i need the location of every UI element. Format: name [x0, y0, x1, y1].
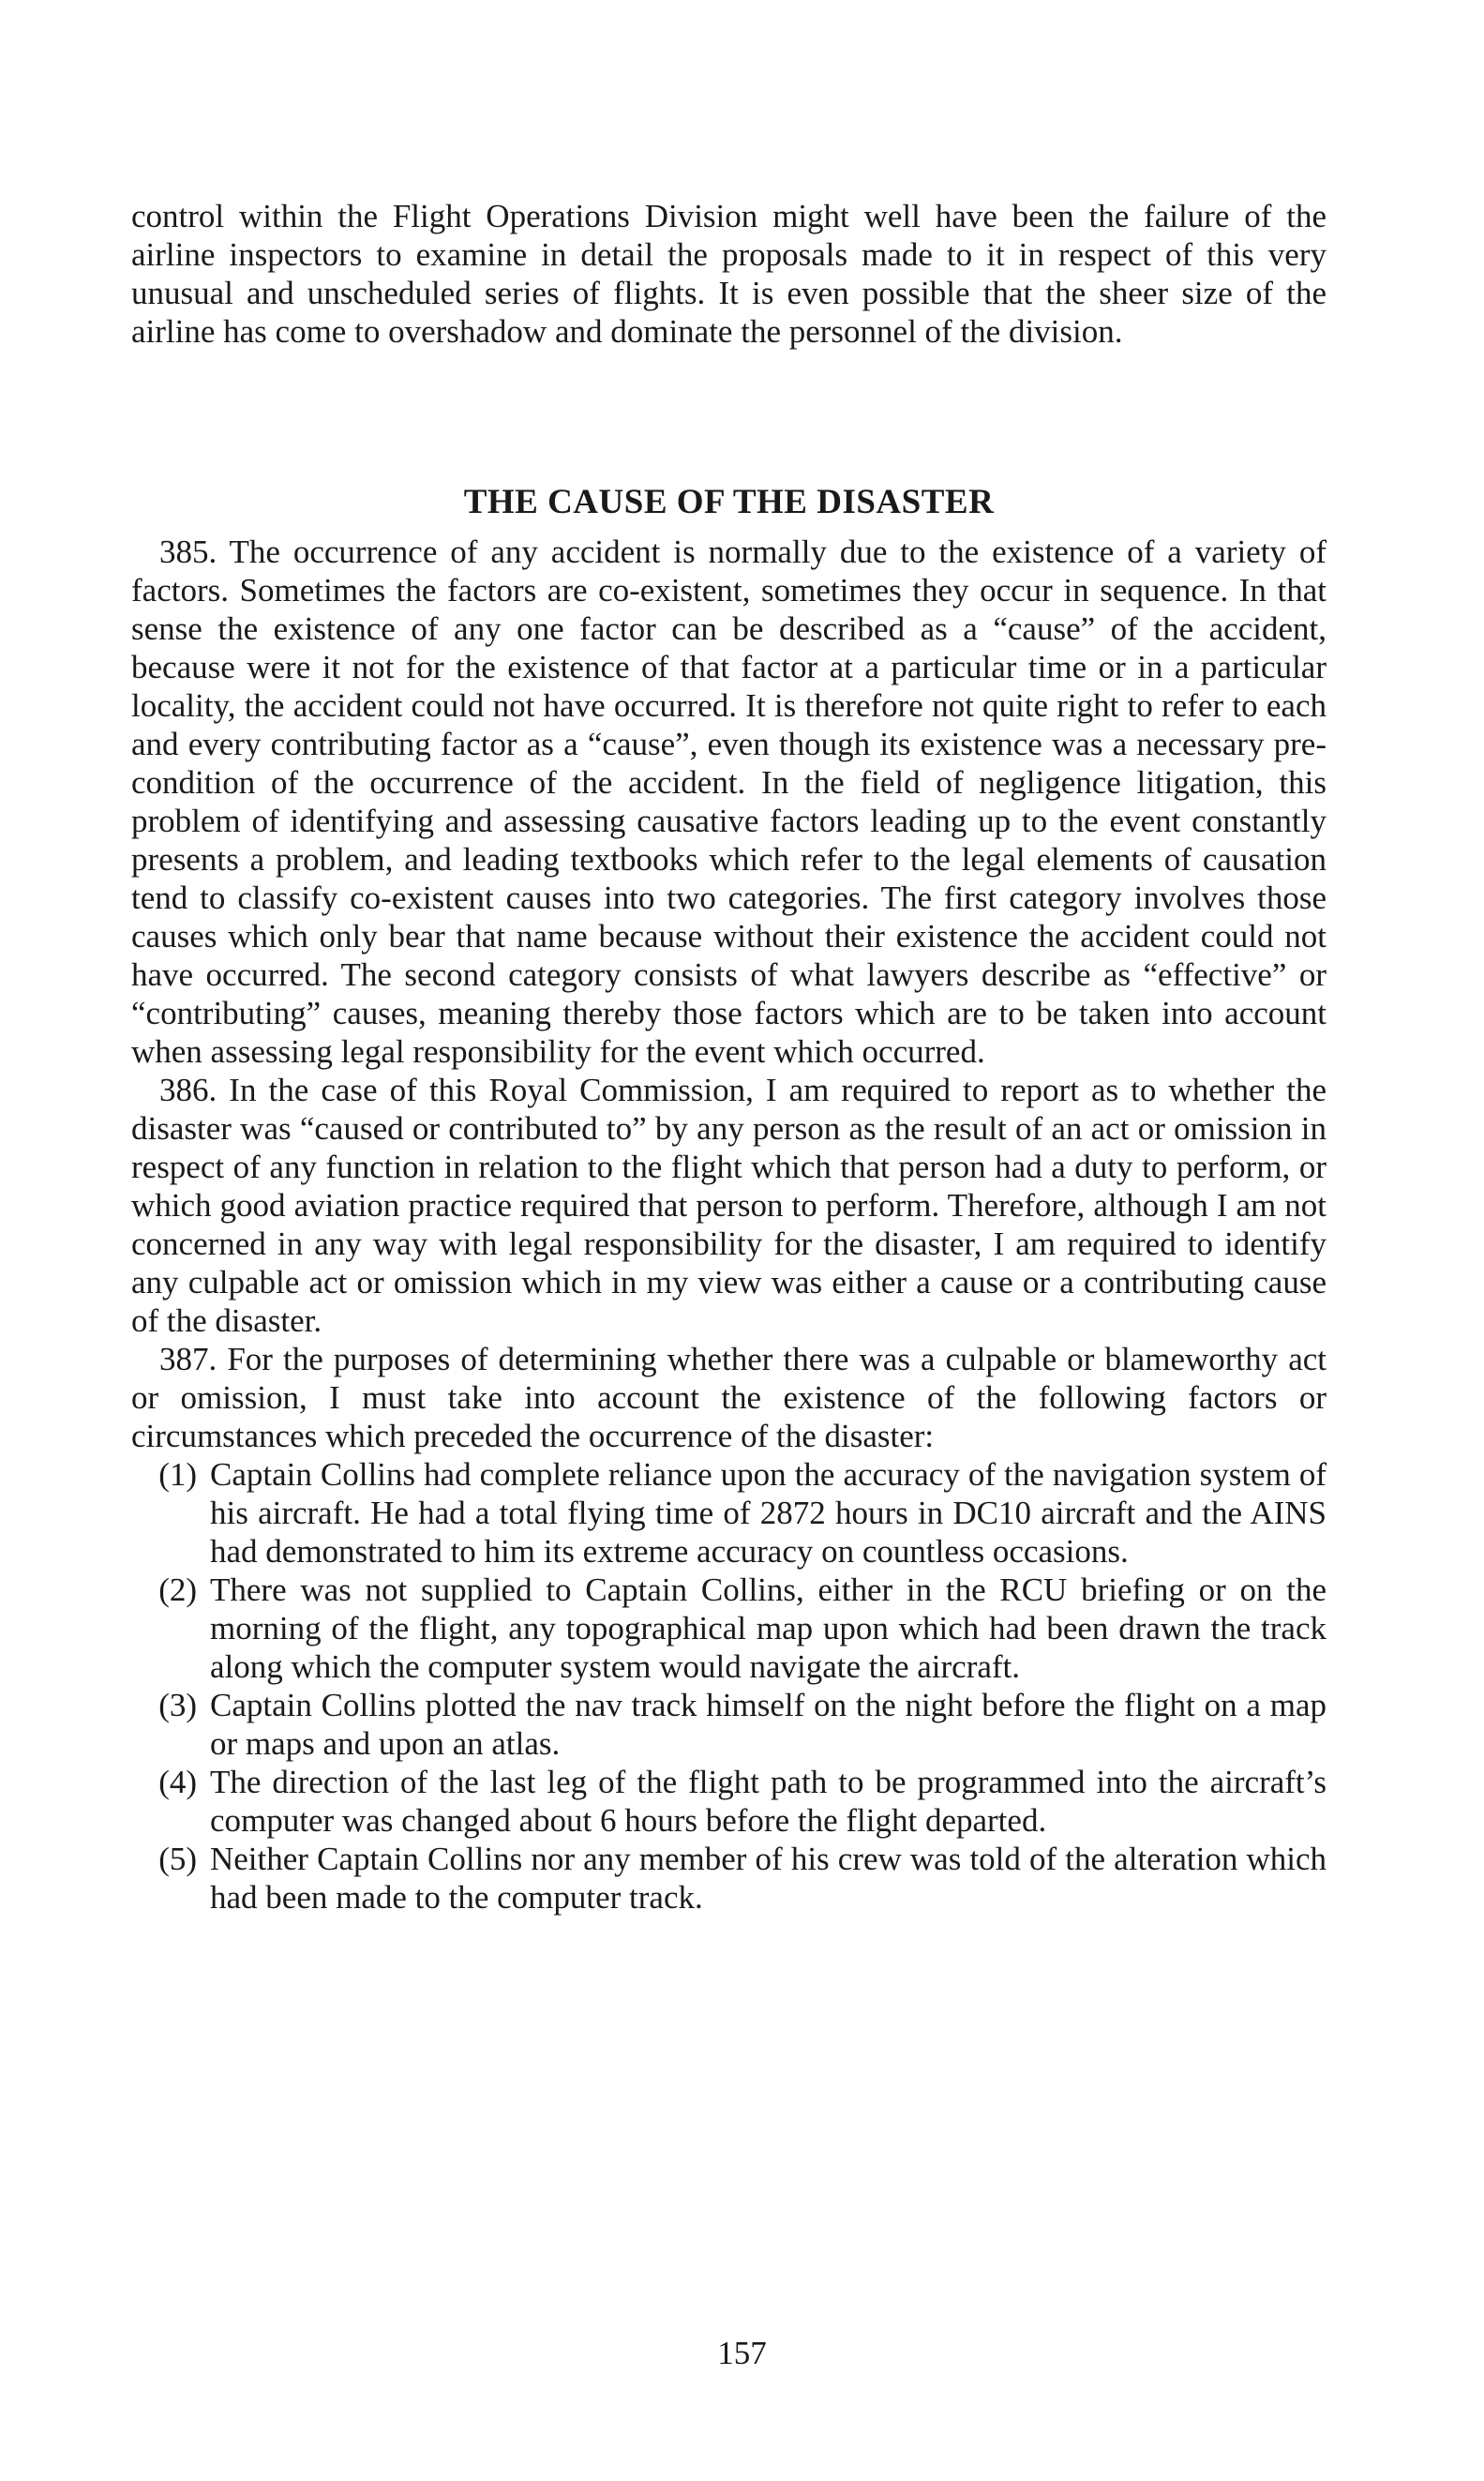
paragraph-387: 387. For the purposes of determining whether there was a culpable or blameworthy act or omission, I must take into account the existence of the following factors or circumstances which preceded the occurrence of the disaster: — [131, 1341, 1327, 1454]
list-item-text: Captain Collins plotted the nav track himself on the night before the flight on a map or maps and upon an atlas. — [210, 1687, 1327, 1762]
list-item-number: (2) — [158, 1571, 197, 1608]
section-heading: THE CAUSE OF THE DISASTER — [463, 483, 995, 521]
document-page — [131, 197, 1327, 1917]
list-item — [131, 1686, 1327, 1763]
paragraph-385: 385. The occurrence of any accident is normally due to the existence of a variety of factors. Sometimes the factors are co-existent, sometimes they occur in sequence. In that sense the existence of any one factor can be described as a “cause” of the accident, because were it not for the existence of that factor at a particular time or in a particular locality, the accident could not have occurred. It is therefore not quite right to refer to each and every contributing factor as a “cause”, even though its existence was a necessary pre-condition of the occurrence of the accident. In the field of negligence litigation, this problem of identifying and assessing causative factors leading up to the event constantly presents a problem, and leading textbooks which refer to the legal elements of causation tend to classify co-existent causes into two categories. The first category involves those causes which only bear that name because without their existence the accident could not have occurred. The second category consists of what lawyers describe as “effective” or “contributing” causes, meaning thereby those factors which are to be taken into account when assessing legal responsibility for the event which occurred. — [131, 534, 1327, 1070]
paragraph-386: 386. In the case of this Royal Commission, I am required to report as to whether the disaster was “caused or contributed to” by any person as the result of an act or omission in respect of any function in relation to the flight which that person had a duty to perform, or which good aviation practice required that person to perform. Therefore, although I am not concerned in any way with legal responsibility for the disaster, I am required to identify any culpable act or omission which in my view was either a cause or a contributing cause of the disaster. — [131, 1072, 1327, 1339]
list-item-text: Captain Collins had complete reliance upon the accuracy of the navigation system of his aircraft. He had a total flying time of 2872 hours in DC10 aircraft and the AINS had demonstrated to him its extreme accuracy on countless occasions. — [210, 1456, 1327, 1570]
list-item-number: (4) — [158, 1764, 197, 1800]
list-item-number: (1) — [158, 1456, 197, 1493]
list-item-text: There was not supplied to Captain Collins, either in the RCU briefing or on the morning of the flight, any topographical map upon which had been drawn the track along which the computer system would navigate the aircraft. — [210, 1571, 1327, 1685]
list-item — [131, 1571, 1327, 1686]
list-item-number: (5) — [158, 1841, 197, 1877]
list-item-text: Neither Captain Collins nor any member of his crew was told of the alteration which had been made to the computer track. — [210, 1841, 1327, 1916]
list-item — [131, 1840, 1327, 1917]
list-item — [131, 1763, 1327, 1840]
factors-list — [131, 1455, 1327, 1917]
intro-paragraph: control within the Flight Operations Division might well have been the failure of the airline inspectors to examine in detail the proposals made to it in respect of this very unusual and unscheduled series of flights. It is even possible that the sheer size of the airline has come to overshadow and dominate the personnel of the division. — [131, 198, 1327, 350]
list-item-text: The direction of the last leg of the flight path to be programmed into the aircraft’s computer was changed about 6 hours before the flight departed. — [210, 1764, 1327, 1839]
list-item-number: (3) — [158, 1687, 197, 1723]
list-item — [131, 1455, 1327, 1571]
page-number: 157 — [717, 2335, 767, 2371]
